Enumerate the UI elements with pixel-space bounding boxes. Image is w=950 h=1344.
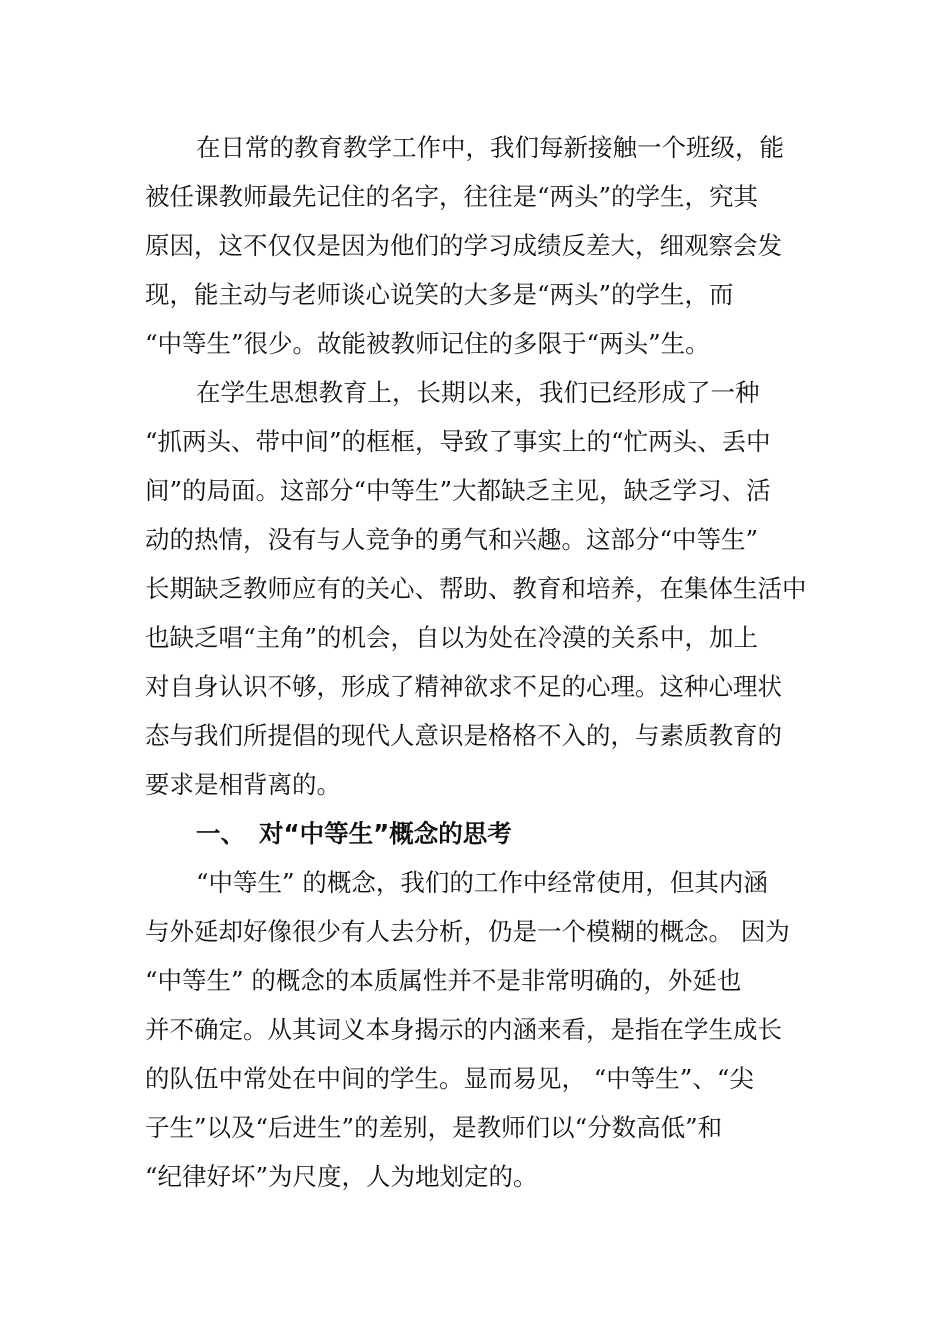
text-line: 在学生思想教育上，长期以来，我们已经形成了一种: [196, 378, 760, 407]
text-line: 长期缺乏教师应有的关心、帮助、教育和培养，在集体生活中: [145, 574, 807, 603]
text-line: 的队伍中常处在中间的学生。显而易见， “中等生”、“尖: [145, 1064, 754, 1093]
text-line: “中等生” 的概念的本质属性并不是非常明确的，外延也: [145, 966, 742, 995]
text-line: 态与我们所提倡的现代人意识是格格不入的，与素质教育的: [145, 721, 782, 750]
section-heading: [145, 809, 807, 858]
section-title: 对“中等生”概念的思考: [259, 819, 512, 848]
document-body: [145, 123, 807, 1201]
text-line: 对自身认识不够，形成了精神欲求不足的心理。这种心理状: [145, 672, 782, 701]
paragraph-3: [145, 858, 807, 1201]
text-line: 现，能主动与老师谈心说笑的大多是“两头”的学生，而: [145, 280, 734, 309]
text-line: 并不确定。从其词义本身揭示的内涵来看，是指在学生成长: [145, 1015, 782, 1044]
text-line: 原因，这不仅仅是因为他们的学习成绩反差大，细观察会发: [145, 231, 782, 260]
text-line: 间”的局面。这部分“中等生”大都缺乏主见，缺乏学习、活: [145, 476, 771, 505]
text-line: 被任课教师最先记住的名字，往往是“两头”的学生，究其: [145, 182, 759, 211]
text-line: 也缺乏唱“主角”的机会，自以为处在冷漠的关系中，加上: [145, 623, 759, 652]
text-line: 动的热情，没有与人竞争的勇气和兴趣。这部分“中等生”: [145, 525, 759, 554]
text-line: 要求是相背离的。: [145, 770, 341, 799]
text-line: 在日常的教育教学工作中，我们每新接触一个班级，能: [196, 133, 784, 162]
text-line: 与外延却好像很少有人去分析，仍是一个模糊的概念。 因为: [145, 917, 790, 946]
text-line: “纪律好坏”为尺度，人为地划定的。: [145, 1162, 538, 1191]
paragraph-2: [145, 368, 807, 809]
text-line: 子生”以及“后进生”的差别，是教师们以“分数高低”和: [145, 1113, 723, 1142]
paragraph-1: [145, 123, 807, 368]
section-number: 一、: [196, 819, 245, 848]
text-line: “抓两头、带中间”的框框，导致了事实上的“忙两头、丢中: [145, 427, 771, 456]
text-line: “中等生”很少。故能被教师记住的多限于“两头”生。: [145, 329, 710, 358]
text-line: “中等生” 的概念，我们的工作中经常使用，但其内涵: [196, 868, 768, 897]
